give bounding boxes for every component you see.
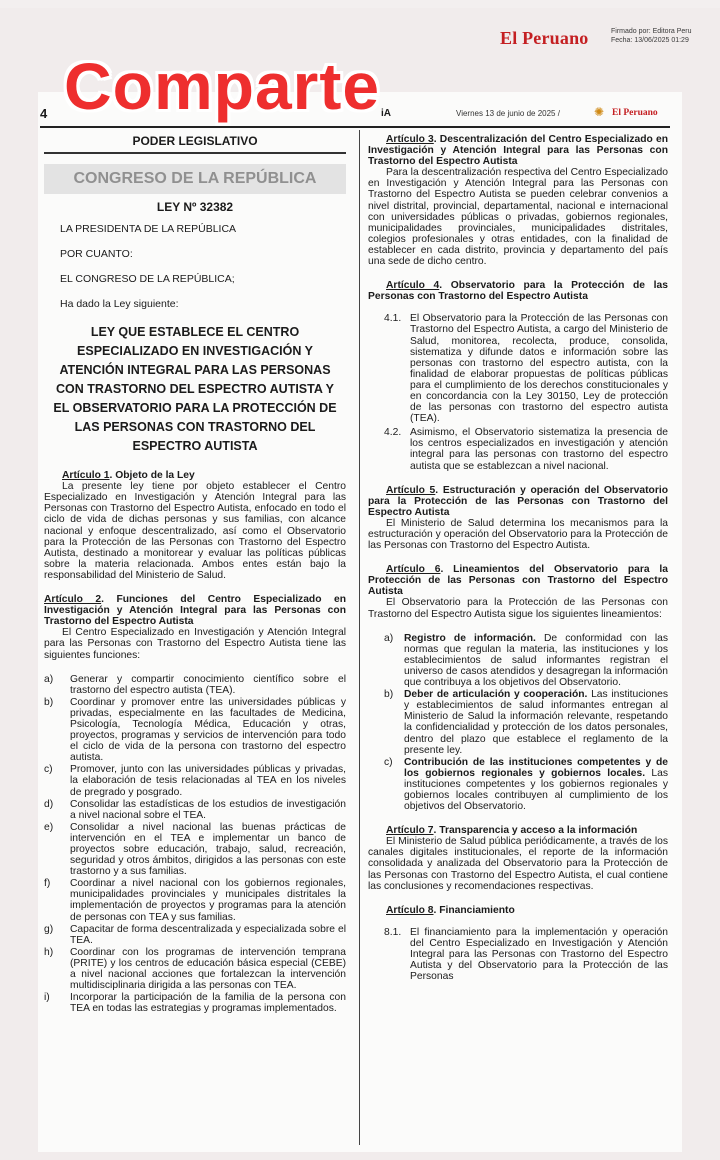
list-text: Generar y compartir conocimiento científico sobre el trastorno del espectro autista (TEA). [70, 673, 346, 696]
intro-line: POR CUANTO: [60, 248, 133, 261]
signature-info [611, 27, 692, 45]
item-body: Las instituciones competentes y los gobiernos regionales y gobiernos locales contribuyen al cumplimiento de los objetivos del Observatorio. [404, 767, 668, 813]
article-title: . Estructuración y operación del Observatorio para la Protección de las Personas con Trastorno del Espectro Autista [368, 484, 668, 518]
article-body: La presente ley tiene por objeto establecer el Centro Especializado en Investigación y Atención Integral para las Personas con Trastorno del Espectro Autista, enfocado en todo el ciclo de vida de dichas personas y sus familias, con alcance nacional y enfoque descentralizado, así como el Observatorio para la Protección de las Personas con Trastorno del Espectro Autista, destinado a monitorear y evaluar las políticas públicas sobre la materia relacionada. Ambos entes están bajo la responsabilidad del Ministerio de Salud. [44, 481, 346, 581]
article-heading [368, 280, 668, 302]
header-fragment: iA [381, 108, 391, 119]
numbered-item [384, 927, 668, 982]
list-text: Consolidar a nivel nacional las buenas prácticas de intervención en el TEA e implementar un banco de proyectos sobre educación, trabajo, salud, recreación, seguridad y otros ámbitos, dirigidos a las personas con este trastorno y a sus familias. [70, 821, 346, 878]
law-number: LEY Nº 32382 [156, 200, 234, 214]
list-text: Promover, junto con las universidades públicas y privadas, la elaboración de tesis relacionadas al TEA en los niveles de pregrado y posgrado. [70, 764, 346, 798]
article-heading [368, 905, 668, 916]
section-rule [44, 152, 346, 154]
list-marker: c) [384, 756, 393, 768]
item-number: 4.1. [384, 313, 402, 325]
article-heading [44, 470, 346, 481]
item-body: De conformidad con las normas que regulan la materia, las instituciones y los establecimientos de salud informantes registran el universo de casos atendidos y desagregan la información que contribuya a los objetivos del Observatorio. [404, 632, 668, 689]
right-column [368, 134, 668, 995]
list-marker: g) [44, 923, 54, 935]
article-title: . Funciones del Centro Especializado en Investigación y Atención Integral para las Personas con Trastorno del Espectro Autista [44, 594, 346, 628]
list-item [44, 674, 346, 696]
signed-by: Firmado por: Editora Peru [611, 28, 692, 35]
section-heading: PODER LEGISLATIVO [132, 134, 258, 148]
list-marker: i) [44, 992, 50, 1004]
left-column [44, 134, 346, 1027]
article-6 [368, 564, 668, 812]
list-item [384, 633, 668, 688]
law-title: LEY QUE ESTABLECE EL CENTRO ESPECIALIZADO EN INVESTIGACIÓN Y ATENCIÓN INTEGRAL PARA LAS PERSONAS CON TRASTORNO DEL ESPECTRO AUTISTA Y EL OBSERVATORIO PARA LA PROTECCIÓN DE LAS PERSONAS CON TRASTORNO DEL ESPECTRO AUTISTA [53, 325, 337, 454]
header-divider [40, 126, 670, 128]
share-overlay-text: Comparte [64, 49, 381, 123]
list-text: Incorporar la participación de la familia de la persona con TEA en todas las estrategias y programas implementados. [70, 992, 346, 1015]
numbered-item [384, 427, 668, 471]
item-bold: Contribución de las instituciones competentes y de los gobiernos regionales y gobiernos locales. [404, 756, 668, 779]
article-1 [44, 470, 346, 581]
list-text [404, 757, 668, 812]
article-label: Artículo 1 [62, 470, 110, 482]
list-item [44, 822, 346, 877]
list-item [44, 992, 346, 1014]
item-text: El Observatorio para la Protección de las Personas con Trastorno del Espectro Autista, a cargo del Ministerio de Salud, monitorea, recolecta, produce, consolida, sistematiza y difunde datos e información sobre las personas con trastorno del espectro autista, con la finalidad de elaborar propuestas de políticas públicas para el cumplimiento de los derechos constitucionales y en concordancia con la Ley 30150, Ley de protección de las personas con trastorno del espectro autista (TEA). [410, 313, 668, 425]
article-heading [368, 564, 668, 597]
list-marker: b) [44, 696, 54, 708]
list-marker: a) [44, 673, 54, 685]
el-peruano-logo: El Peruano [500, 28, 589, 48]
list-item [44, 947, 346, 991]
list-item [44, 799, 346, 821]
top-strip [0, 0, 720, 8]
item-number: 4.2. [384, 427, 402, 439]
list-text: Consolidar las estadísticas de los estudios de investigación a nivel nacional sobre el TEA. [70, 798, 346, 821]
article-title: . Objeto de la Ley [109, 470, 195, 482]
list-text: Capacitar de forma descentralizada y especializada sobre el TEA. [70, 923, 346, 946]
list-item [44, 697, 346, 764]
item-body: Las instituciones y establecimientos de salud informantes entregan al Ministerio de Salud la información relevante, respetando la confidencialidad y protección de los datos personales, dentro del plazo que establece el reglamento de la presente ley. [404, 689, 668, 756]
article-heading [44, 594, 346, 627]
item-bold: Deber de articulación y cooperación. [404, 689, 588, 701]
list-text [404, 689, 668, 756]
article-label: Artículo 8 [386, 904, 434, 916]
intro-line: LA PRESIDENTA DE LA REPÚBLICA [60, 223, 237, 236]
item-number: 8.1. [384, 926, 402, 938]
sun-logo-icon: ✺ [594, 105, 605, 119]
list-item [384, 757, 668, 812]
item-text: Asimismo, el Observatorio sistematiza la presencia de los centros especializados en investigación y atención integral para las personas con trastorno del espectro autista que se establezcan a nivel nacional. [410, 427, 668, 472]
intro-line: Ha dado la Ley siguiente: [60, 298, 179, 311]
article-body: El Ministerio de Salud pública periódicamente, a través de los canales digitales institucionales, el reporte de la información consolidada y analizada del Observatorio para la Protección de las Personas con Trastorno del Espectro Autista, el cual contiene las conclusiones y recomendaciones respectivas. [368, 836, 668, 892]
article-label: Artículo 5 [386, 484, 436, 496]
article-body: Para la descentralización respectiva del Centro Especializado en Investigación y Atención Integral para las Personas con Trastorno del Espectro Autista se pueden celebrar convenios a nivel distrital, provincial, departamental, nacional e internacional con universidades públicas o privadas, gobiernos regionales, municipalidades provinciales, municipalidades distritales, colegios profesionales y otras entidades, con la finalidad de establecer en cada distrito, provincia y departamento del país una sede de dicho centro. [368, 167, 668, 268]
numbered-item [384, 313, 668, 424]
list-marker: b) [384, 689, 394, 701]
header-brand: El Peruano [612, 108, 658, 118]
article-3 [368, 134, 668, 267]
article-heading [368, 825, 668, 836]
article-body: El Observatorio para la Protección de las Personas con Trastorno del Espectro Autista sigue los siguientes lineamientos: [368, 597, 668, 620]
list-text: Coordinar y promover entre las universidades públicas y privadas, especialmente en las facultades de Medicina, Psicología, Tecnología Médica, Educación y otras, proyectos, programas y servicios de intervención para todo el ciclo de vida de la persona con trastorno del espectro autista. [70, 696, 346, 764]
list-item [44, 878, 346, 922]
list-marker: e) [44, 821, 54, 833]
article-body: El Ministerio de Salud determina los mecanismos para la estructuración y operación del Observatorio para la Protección de las Personas con Trastorno del Espectro Autista. [368, 517, 668, 552]
article-heading [368, 134, 668, 167]
article-body: El Centro Especializado en Investigación y Atención Integral para las Personas con Trastorno del Espectro Autista tiene las siguientes funciones: [44, 627, 346, 661]
signed-date: Fecha: 13/06/2025 01:29 [611, 37, 689, 44]
intro-line: EL CONGRESO DE LA REPÚBLICA; [60, 273, 235, 286]
item-bold: Registro de información. [404, 632, 536, 644]
list-item [384, 689, 668, 756]
article-2 [44, 594, 346, 1014]
article-title: . Financiamiento [433, 904, 515, 916]
list-marker: d) [44, 798, 54, 810]
article-label: Artículo 4 [386, 280, 440, 292]
article-title: . Observatorio para la Protección de las Personas con Trastorno del Espectro Autista [368, 280, 668, 303]
article-label: Artículo 2 [44, 594, 102, 606]
list-text [404, 633, 668, 688]
article-5 [368, 485, 668, 552]
article-label: Artículo 6 [386, 564, 441, 576]
item-text: El financiamiento para la implementación y operación del Centro Especializado en Investigación y Atención Integral para las Personas con Trastorno del Espectro Autista y del Observatorio para la Protección de las Personas [410, 926, 668, 983]
list-text: Coordinar con los programas de intervención temprana (PRITE) y los centros de educación básica especial (CEBE) a nivel nacional acciones que fortalezcan la intervención multidisciplinaria dirigida a las personas con TEA. [70, 946, 346, 992]
list-text: Coordinar a nivel nacional con los gobiernos regionales, municipalidades provinciales y municipales distritales la implementación de proyectos y programas para la atención de personas con TEA y sus familias. [70, 878, 346, 923]
page-number: 4 [40, 106, 48, 121]
article-label: Artículo 7 [386, 825, 434, 837]
article-heading [368, 485, 668, 518]
article-7 [368, 825, 668, 892]
list-marker: c) [44, 764, 53, 776]
article-4 [368, 280, 668, 472]
article-title: . Lineamientos del Observatorio para la Protección de las Personas con Trastorno del Espectro Autista [368, 564, 668, 598]
functions-list [44, 674, 346, 1015]
list-marker: a) [384, 632, 394, 644]
article-label: Artículo 3 [386, 134, 434, 145]
article-title: . Descentralización del Centro Especializado en Investigación y Atención Integral para las Personas con Trastorno del Espectro Autista [368, 134, 668, 168]
congress-banner: CONGRESO DE LA REPÚBLICA [44, 164, 346, 194]
column-divider [359, 130, 360, 1145]
list-item [44, 924, 346, 946]
list-item [44, 764, 346, 797]
guidelines-list [384, 633, 668, 813]
list-marker: h) [44, 946, 54, 958]
header-date: Viernes 13 de junio de 2025 / [456, 109, 560, 118]
article-8 [368, 905, 668, 983]
article-title: . Transparencia y acceso a la información [433, 825, 638, 837]
list-marker: f) [44, 878, 51, 890]
